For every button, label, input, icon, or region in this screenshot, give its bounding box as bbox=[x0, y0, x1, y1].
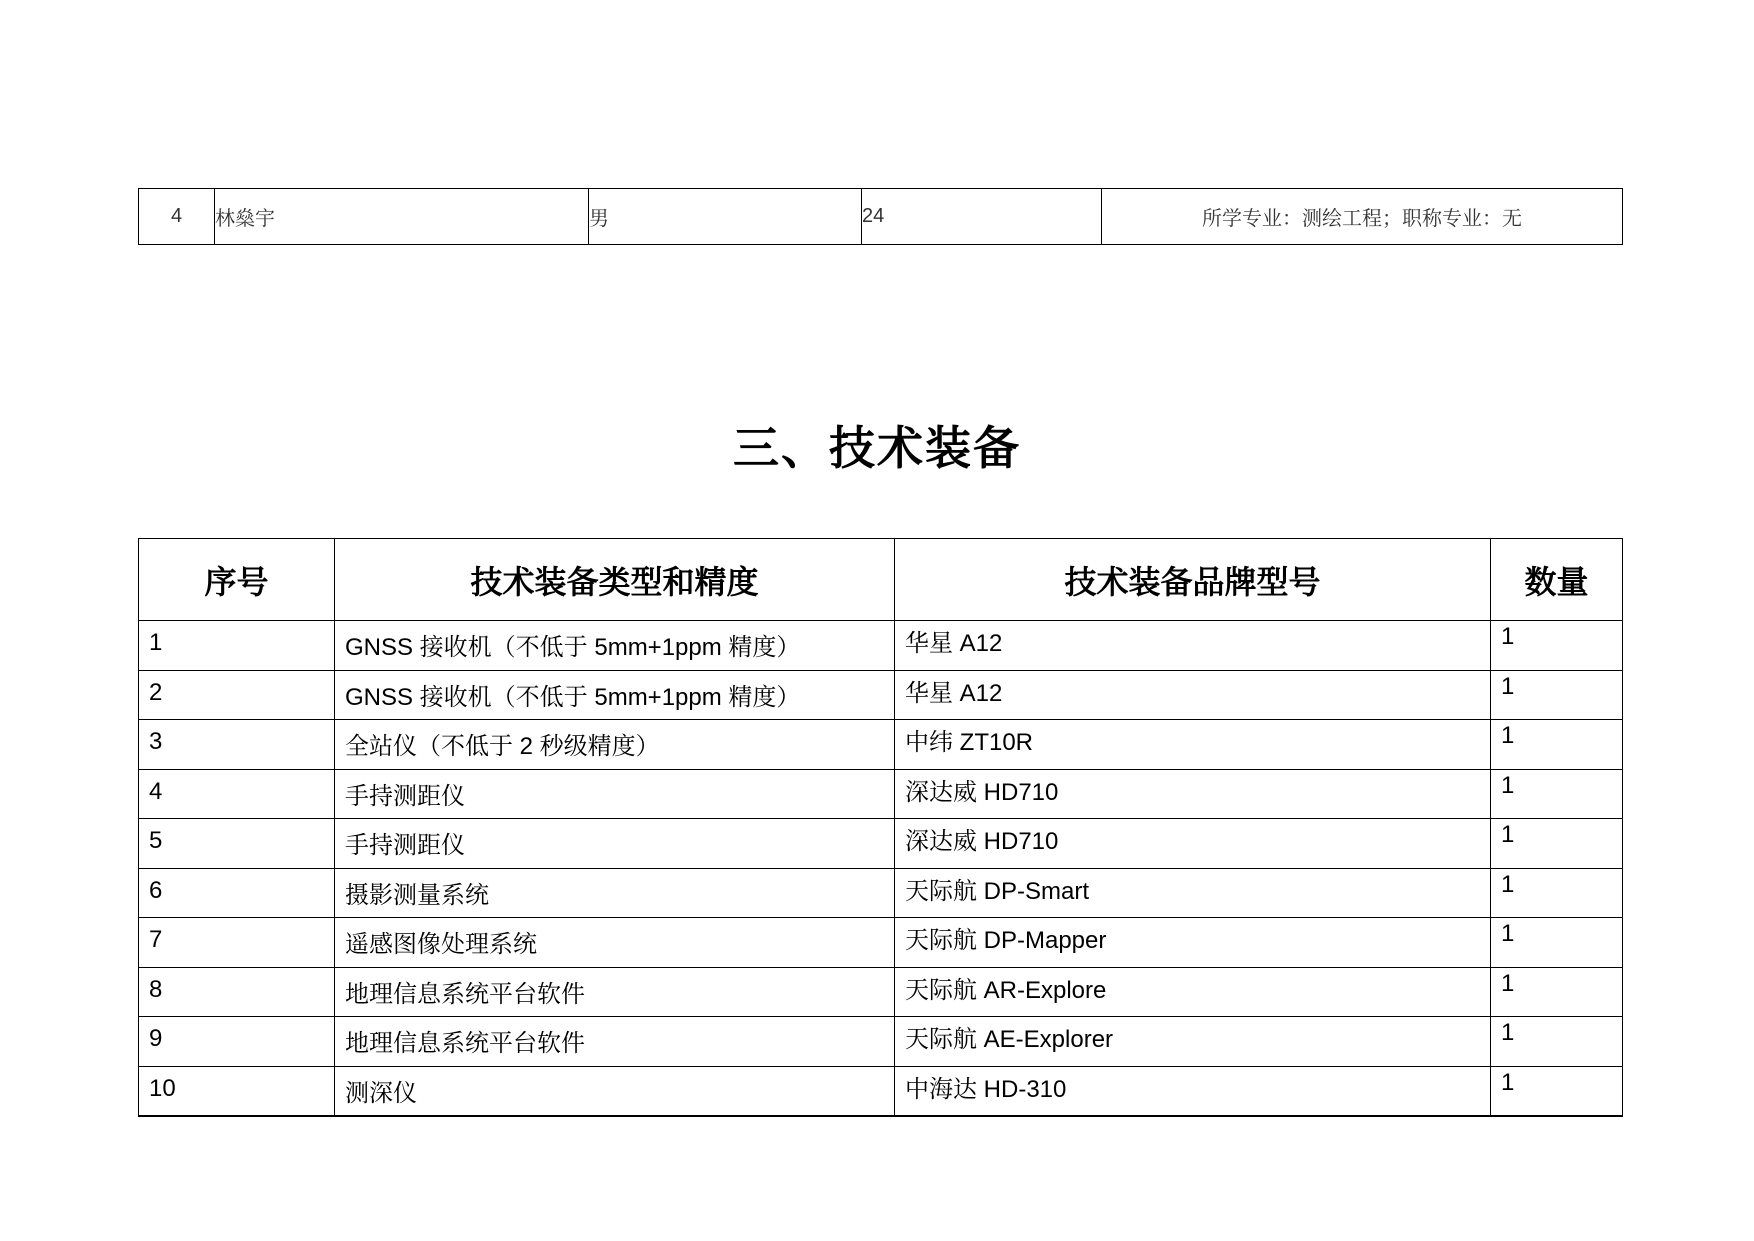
cell-brand: 深达威 HD710 bbox=[895, 769, 1491, 819]
cell-brand: 中海达 HD-310 bbox=[895, 1066, 1491, 1116]
cell-no: 1 bbox=[139, 621, 335, 671]
table-row bbox=[139, 1017, 1623, 1067]
cell-qty: 1 bbox=[1491, 819, 1623, 869]
staff-gender: 男 bbox=[589, 189, 862, 245]
cell-no: 4 bbox=[139, 769, 335, 819]
cell-qty: 1 bbox=[1491, 868, 1623, 918]
cell-no: 6 bbox=[139, 868, 335, 918]
table-row bbox=[139, 967, 1623, 1017]
header-qty: 数量 bbox=[1491, 539, 1623, 621]
header-no: 序号 bbox=[139, 539, 335, 621]
staff-table bbox=[138, 188, 1623, 245]
table-row bbox=[139, 1066, 1623, 1116]
staff-no: 4 bbox=[139, 189, 215, 245]
cell-no: 3 bbox=[139, 720, 335, 770]
table-row bbox=[139, 769, 1623, 819]
table-row bbox=[139, 670, 1623, 720]
header-type: 技术装备类型和精度 bbox=[335, 539, 895, 621]
cell-brand: 深达威 HD710 bbox=[895, 819, 1491, 869]
table-row bbox=[139, 918, 1623, 968]
table-row bbox=[139, 189, 1623, 245]
table-header-row bbox=[139, 539, 1623, 621]
table-row bbox=[139, 819, 1623, 869]
cell-brand: 华星 A12 bbox=[895, 621, 1491, 671]
table-row bbox=[139, 720, 1623, 770]
cell-qty: 1 bbox=[1491, 769, 1623, 819]
cell-no: 10 bbox=[139, 1066, 335, 1116]
cell-no: 8 bbox=[139, 967, 335, 1017]
cell-type: GNSS 接收机（不低于 5mm+1ppm 精度） bbox=[335, 621, 895, 671]
cell-no: 5 bbox=[139, 819, 335, 869]
cell-type: 测深仪 bbox=[335, 1066, 895, 1116]
cell-brand: 天际航 DP-Mapper bbox=[895, 918, 1491, 968]
table-row bbox=[139, 621, 1623, 671]
cell-no: 2 bbox=[139, 670, 335, 720]
section-title: 三、技术装备 bbox=[733, 421, 1021, 475]
cell-no: 7 bbox=[139, 918, 335, 968]
cell-type: 全站仪（不低于 2 秒级精度） bbox=[335, 720, 895, 770]
cell-type: 遥感图像处理系统 bbox=[335, 918, 895, 968]
cell-brand: 天际航 DP-Smart bbox=[895, 868, 1491, 918]
cell-type: 手持测距仪 bbox=[335, 819, 895, 869]
staff-name: 林燊宇 bbox=[215, 189, 589, 245]
cell-qty: 1 bbox=[1491, 670, 1623, 720]
cell-qty: 1 bbox=[1491, 918, 1623, 968]
cell-brand: 华星 A12 bbox=[895, 670, 1491, 720]
cell-qty: 1 bbox=[1491, 1066, 1623, 1116]
cell-brand: 中纬 ZT10R bbox=[895, 720, 1491, 770]
cell-type: 地理信息系统平台软件 bbox=[335, 967, 895, 1017]
cell-type: 手持测距仪 bbox=[335, 769, 895, 819]
staff-major: 所学专业：测绘工程；职称专业：无 bbox=[1102, 189, 1623, 245]
header-brand: 技术装备品牌型号 bbox=[895, 539, 1491, 621]
cell-qty: 1 bbox=[1491, 1017, 1623, 1067]
cell-type: 地理信息系统平台软件 bbox=[335, 1017, 895, 1067]
equipment-table bbox=[138, 538, 1623, 1117]
cell-type: 摄影测量系统 bbox=[335, 868, 895, 918]
staff-age: 24 bbox=[862, 189, 1102, 245]
cell-qty: 1 bbox=[1491, 720, 1623, 770]
table-row bbox=[139, 868, 1623, 918]
cell-no: 9 bbox=[139, 1017, 335, 1067]
cell-type: GNSS 接收机（不低于 5mm+1ppm 精度） bbox=[335, 670, 895, 720]
cell-brand: 天际航 AE-Explorer bbox=[895, 1017, 1491, 1067]
cell-brand: 天际航 AR-Explore bbox=[895, 967, 1491, 1017]
cell-qty: 1 bbox=[1491, 621, 1623, 671]
cell-qty: 1 bbox=[1491, 967, 1623, 1017]
